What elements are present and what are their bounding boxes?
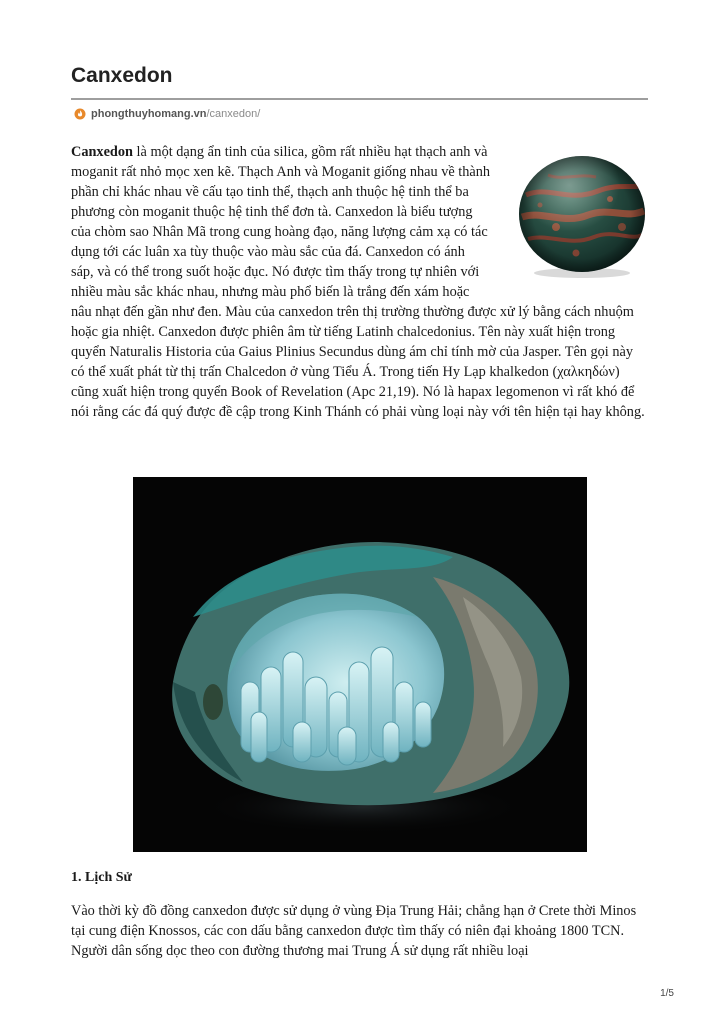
section-heading-history: 1. Lịch Sử: [71, 870, 132, 885]
intro-text: là một dạng ẩn tinh của silica, gồm rất nhiều hạt thạch anh và moganit rất nhỏ mọc xen kẽ. Thạch Anh và Moganit giống nhau về thành phần chỉ khác nhau về cấu tạo tinh thể, thạch anh thuộc hệ tinh thể ba phương còn moganit thuộc hệ tinh thể đơn tà. Canxedon là biểu tượng của chòm sao Nhân Mã trong cung hoàng đạo, năng lượng cảm xạ có tác dụng tới các luân xa tùy thuộc vào màu sắc của đá. Canxedon có ánh sáp, và có thể trong suốt hoặc đục. Nó được tìm thấy trong tự nhiên với nhiều màu sắc khác nhau, nhưng màu phổ biến là trắng đến xám hoặc nâu nhạt đến gần như đen. Màu của canxedon trên thị trường thường được xử lý bằng cách nhuộm hoặc gia nhiệt. Canxedon được phiên âm từ tiếng Latinh chalcedonius. Tên này xuất hiện trong quyển Naturalis Historia của Gaius Plinius Secundus dùng ám chỉ tính mờ của Jasper. Tên gọi này có thể xuất phát từ thị trấn Chalcedon ở vùng Tiểu Á. Trong tiến Hy Lạp khalkedon (χαλκηδών) cũng xuất hiện trong quyển Book of Revelation (Apc 21,19). Nó là hapax legomenon vì rất khó để nói rằng các đá quý được đề cập trong Kinh Thánh có phải vùng loại này với tên hiện tại hay không.: [71, 144, 645, 420]
history-paragraph: Vào thời kỳ đồ đồng canxedon được sử dụng ở vùng Địa Trung Hải; chẳng hạn ở Crete thời Minos tại cung điện Knossos, các con dấu bằng canxedon được tìm thấy có niên đại khoảng 1800 TCN. Người dân sống dọc theo con đường thương mai Trung Á sử dụng rất nhiều loại: [71, 903, 637, 959]
flame-icon: [74, 108, 86, 120]
page-title: Canxedon: [71, 64, 173, 87]
intro-term: Canxedon: [71, 144, 133, 160]
source-path: /canxedon/: [206, 108, 261, 120]
title-divider: [71, 98, 648, 100]
page-number: 1/5: [660, 988, 674, 999]
gemstone-image: [499, 142, 649, 292]
source-domain: phongthuyhomang.vn: [91, 108, 207, 120]
mineral-photo: [133, 477, 587, 852]
intro-paragraph: [71, 142, 649, 422]
source-link[interactable]: [74, 106, 260, 122]
